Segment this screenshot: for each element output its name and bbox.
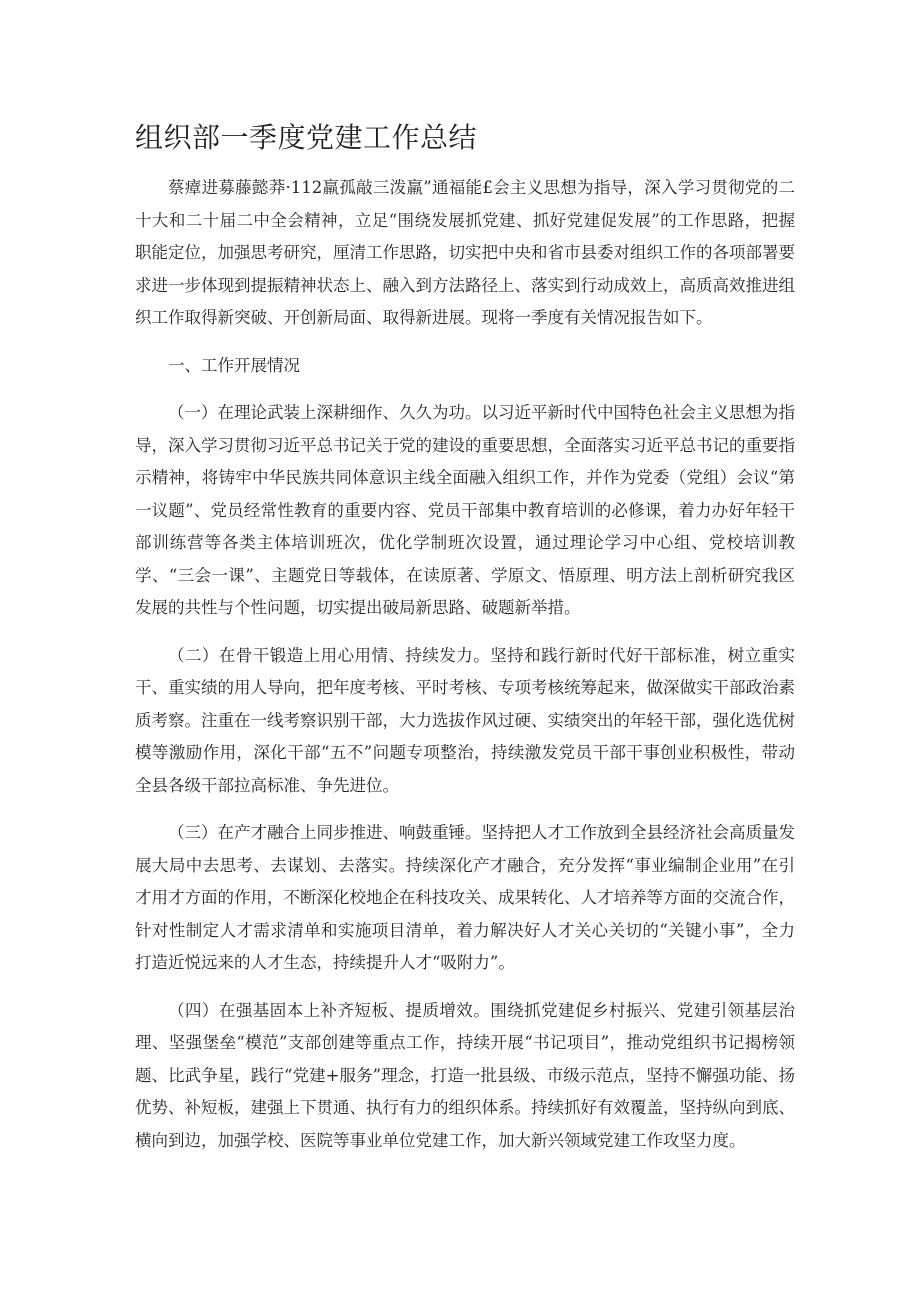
section-heading-work-status: 一、工作开展情况 (168, 355, 300, 375)
paragraph-theory: （一）在理论武装上深耕细作、久久为功。以习近平新时代中国特色社会主义思想为指导，深入学习贯彻习近平总书记关于党的建设的重要思想，全面落实习近平总书记的重要指示精神，将铸牢中华民族共同体意识主线全面融入组织工作，并作为党委（党组）会议“第一议题”、党员经常性教育的重要内容、党员干部集中教育培训的必修课，着力办好年轻干部训练营等各类主体培训班次，优化学制班次设置，通过理论学习中心组、党校培训教学、“三会一课”、主题党日等载体，在读原著、学原文、悟原理、明方法上剖析研究我区发展的共性与个性问题，切实提出破局新思路、破题新举措。 (135, 403, 795, 617)
document-body (135, 172, 795, 1157)
paragraph-talent: （三）在产才融合上同步推进、响鼓重锤。坚持把人才工作放到全县经济社会高质量发展大局中去思考、去谋划、去落实。持续深化产才融合，充分发挥“事业编制企业用”在引才用才方面的作用，不断深化校地企在科技攻关、成果转化、人才培养等方面的交流合作，针对性制定人才需求清单和实施项目清单，着力解决好人才关心关切的“关键小事”，全力打造近悦远来的人才生态，持续提升人才“吸附力”。 (135, 823, 795, 972)
intro-paragraph: 蔡瘴进募藤懿莽·112羸孤敲三泼羸”通福能£会主义思想为指导，深入学习贯彻党的二十大和二十届二中全会精神，立足“围绕发展抓党建、抓好党建促发展”的工作思路，把握职能定位，加强思考研究，厘清工作思路，切实把中央和省市县委对组织工作的各项部署要求进一步体现到提振精神状态上、融入到方法路径上、落实到行动成效上，高质高效推进组织工作取得新突破、开创新局面、取得新进展。现将一季度有关情况报告如下。 (135, 178, 795, 327)
paragraph-grassroots: （四）在强基固本上补齐短板、提质增效。围绕抓党建促乡村振兴、党建引领基层治理、坚强堡垒“模范”支部创建等重点工作，持续开展“书记项目”，推动党组织书记揭榜领题、比武争星，践行“党建+服务”理念，打造一批县级、市级示范点，坚持不懈强功能、扬优势、补短板，建强上下贯通、执行有力的组织体系。持续抓好有效覆盖，坚持纵向到底、横向到边，加强学校、医院等事业单位党建工作，加大新兴领域党建工作攻坚力度。 (135, 1000, 795, 1150)
paragraph-cadres: （二）在骨干锻造上用心用情、持续发力。坚持和践行新时代好干部标准，树立重实干、重实绩的用人导向，把年度考核、平时考核、专项考核统筹起来，做深做实干部政治素质考察。注重在一线考察识别干部，大力选拔作风过硬、实绩突出的年轻干部，强化选优树模等激励作用，深化干部“五不”问题专项整治，持续激发党员干部干事创业积极性，带动全县各级干部拉高标准、争先进位。 (135, 645, 795, 795)
document-title: 组织部一季度党建工作总结 (135, 121, 478, 154)
